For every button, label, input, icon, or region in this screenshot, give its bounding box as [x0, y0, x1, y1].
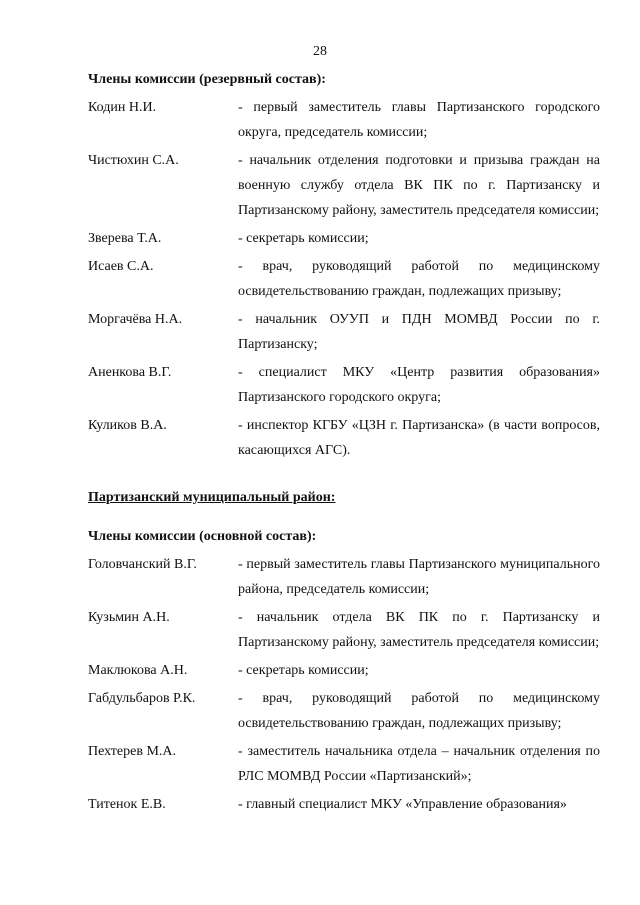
member-row [88, 226, 600, 251]
member-role: - первый заместитель главы Партизанского муниципального района, председатель комиссии; [238, 557, 600, 597]
document-body [88, 67, 600, 817]
member-row [88, 95, 600, 145]
member-name: Головчанский В.Г. [88, 557, 197, 572]
district-heading: Партизанский муниципальный район: [88, 490, 336, 505]
reserve-heading: Члены комиссии (резервный состав): [88, 72, 326, 87]
member-name: Чистюхин С.А. [88, 153, 179, 168]
member-row [88, 658, 600, 683]
main-heading: Члены комиссии (основной состав): [88, 529, 317, 544]
member-name: Аненкова В.Г. [88, 365, 172, 380]
member-role: - главный специалист МКУ «Управление образования» [238, 797, 567, 812]
member-name: Маклюкова А.Н. [88, 663, 188, 678]
member-row [88, 360, 600, 410]
member-row [88, 739, 600, 789]
member-role: - начальник отделения подготовки и призыва граждан на военную службу отдела ВК ПК по г. Партизанску и Партизанскому району, заместитель председателя комиссии; [238, 153, 600, 218]
member-role: - начальник отдела ВК ПК по г. Партизанску и Партизанскому району, заместитель председателя комиссии; [238, 610, 600, 650]
member-role: - инспектор КГБУ «ЦЗН г. Партизанска» (в части вопросов, касающихся АГС). [238, 418, 600, 458]
member-row [88, 148, 600, 223]
member-row [88, 605, 600, 655]
member-row [88, 413, 600, 463]
member-name: Зверева Т.А. [88, 231, 162, 246]
member-name: Исаев С.А. [88, 259, 154, 274]
section-spacer [88, 463, 600, 485]
member-name: Габдульбаров Р.К. [88, 691, 196, 706]
member-row [88, 552, 600, 602]
member-name: Кузьмин А.Н. [88, 610, 170, 625]
member-role: - заместитель начальника отдела – начальник отделения по РЛС МОМВД России «Партизанский»; [238, 744, 600, 784]
member-role: - секретарь комиссии; [238, 231, 369, 246]
member-role: - специалист МКУ «Центр развития образования» Партизанского городского округа; [238, 365, 600, 405]
member-name: Кодин Н.И. [88, 100, 157, 115]
member-role: - начальник ОУУП и ПДН МОМВД России по г. Партизанску; [238, 312, 600, 352]
member-role: - секретарь комиссии; [238, 663, 369, 678]
member-name: Пехтерев М.А. [88, 744, 177, 759]
member-name: Моргачёва Н.А. [88, 312, 183, 327]
member-row [88, 792, 600, 817]
page-number: 28 [313, 44, 327, 59]
member-name: Титенок Е.В. [88, 797, 166, 812]
member-role: - врач, руководящий работой по медицинскому освидетельствованию граждан, подлежащих призыву; [238, 691, 600, 731]
section-spacer [88, 510, 600, 524]
member-row [88, 254, 600, 304]
member-row [88, 686, 600, 736]
member-row [88, 307, 600, 357]
member-name: Куликов В.А. [88, 418, 167, 433]
member-role: - врач, руководящий работой по медицинскому освидетельствованию граждан, подлежащих призыву; [238, 259, 600, 299]
member-role: - первый заместитель главы Партизанского городского округа, председатель комиссии; [238, 100, 600, 140]
